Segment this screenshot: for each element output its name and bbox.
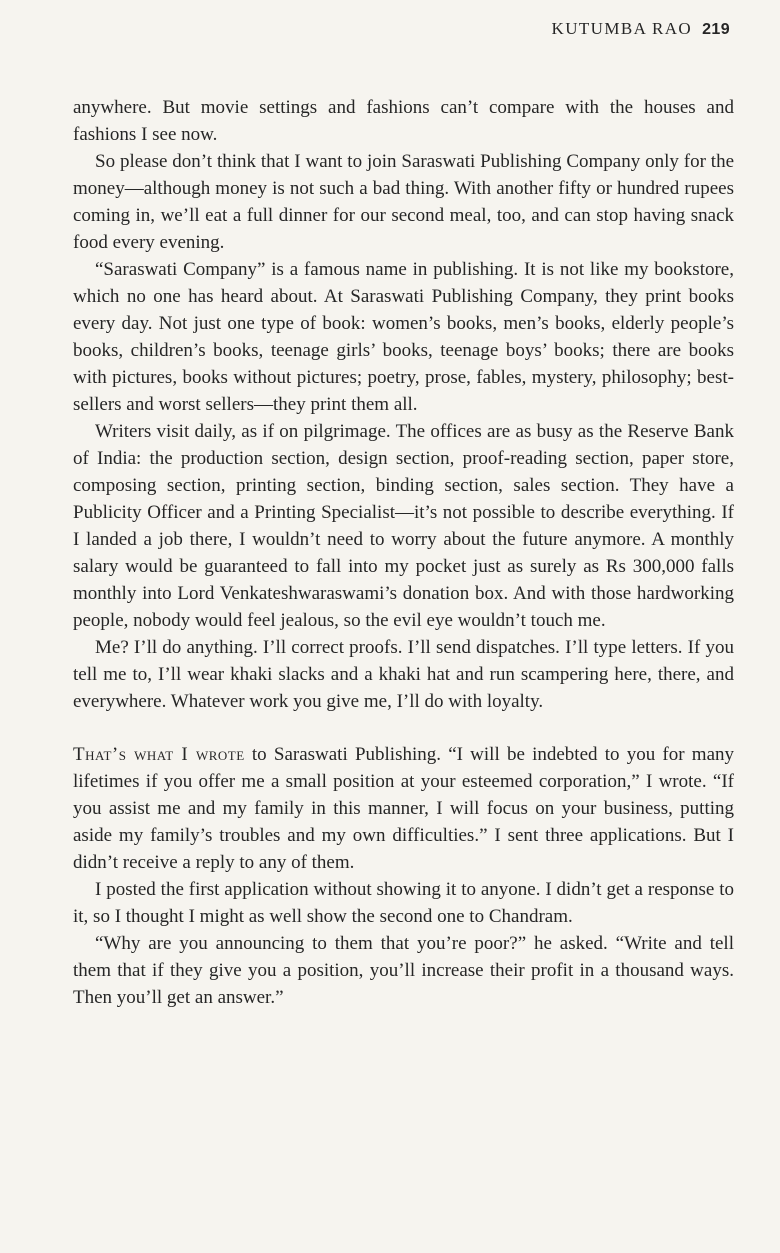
paragraph-2: So please don’t think that I want to join Saraswati Publishing Company only for the money—although money is not such a bad thing. With another fifty or hundred rupees coming in, we’ll eat a full dinner for our second meal, too, and can stop having snack food every evening. — [73, 151, 734, 253]
body-text — [73, 94, 734, 1011]
section-lead-in: That’s what I wrote — [73, 744, 245, 765]
paragraph-6-text: to Saraswati Publishing. “I will be indebted to you for many lifetimes if you offer me a small position at your esteemed corporation,” I wrote. “If you assist me and my family in this manner, I will focus on your business, putting aside my family’s troubles and my own difficulties.” I sent three applications. But I didn’t receive a reply to any of them. — [73, 744, 735, 873]
running-head-author: KUTUMBA RAO — [551, 19, 693, 38]
paragraph-5: Me? I’ll do anything. I’ll correct proofs. I’ll send dispatches. I’ll type letters. If you tell me to, I’ll wear khaki slacks and a khaki hat and run scampering here, there, and everywhere. Whatever work you give me, I’ll do with loyalty. — [73, 637, 734, 712]
paragraph-8: “Why are you announcing to them that you’re poor?” he asked. “Write and tell them that if they give you a position, you’ll increase their profit in a thousand ways. Then you’ll get an answer.” — [73, 933, 734, 1008]
paragraph-3: “Saraswati Company” is a famous name in publishing. It is not like my bookstore, which no one has heard about. At Saraswati Publishing Company, they print books every day. Not just one type of book: women’s books, men’s books, elderly people’s books, children’s books, teenage girls’ books, teenage boys’ books; there are books with pictures, books without pictures; poetry, prose, fables, mystery, philosophy; best-sellers and worst sellers—they print them all. — [73, 259, 734, 415]
paragraph-1: anywhere. But movie settings and fashions can’t compare with the houses and fashions I see now. — [73, 97, 734, 145]
paragraph-7: I posted the first application without showing it to anyone. I didn’t get a response to it, so I thought I might as well show the second one to Chandram. — [73, 879, 734, 927]
paragraph-4: Writers visit daily, as if on pilgrimage. The offices are as busy as the Reserve Bank of India: the production section, design section, proof-reading section, paper store, composing section, printing section, binding section, sales section. They have a Publicity Officer and a Printing Specialist—it’s not possible to describe everything. If I landed a job there, I wouldn’t need to worry about the future anymore. A monthly salary would be guaranteed to fall into my pocket just as surely as Rs 300,000 falls monthly into Lord Venkateshwaraswami’s donation box. And with those hardworking people, nobody would feel jealous, so the evil eye wouldn’t touch me. — [73, 421, 734, 631]
page-number: 219 — [702, 21, 730, 38]
running-head — [552, 17, 730, 41]
paragraph-6 — [73, 741, 734, 876]
